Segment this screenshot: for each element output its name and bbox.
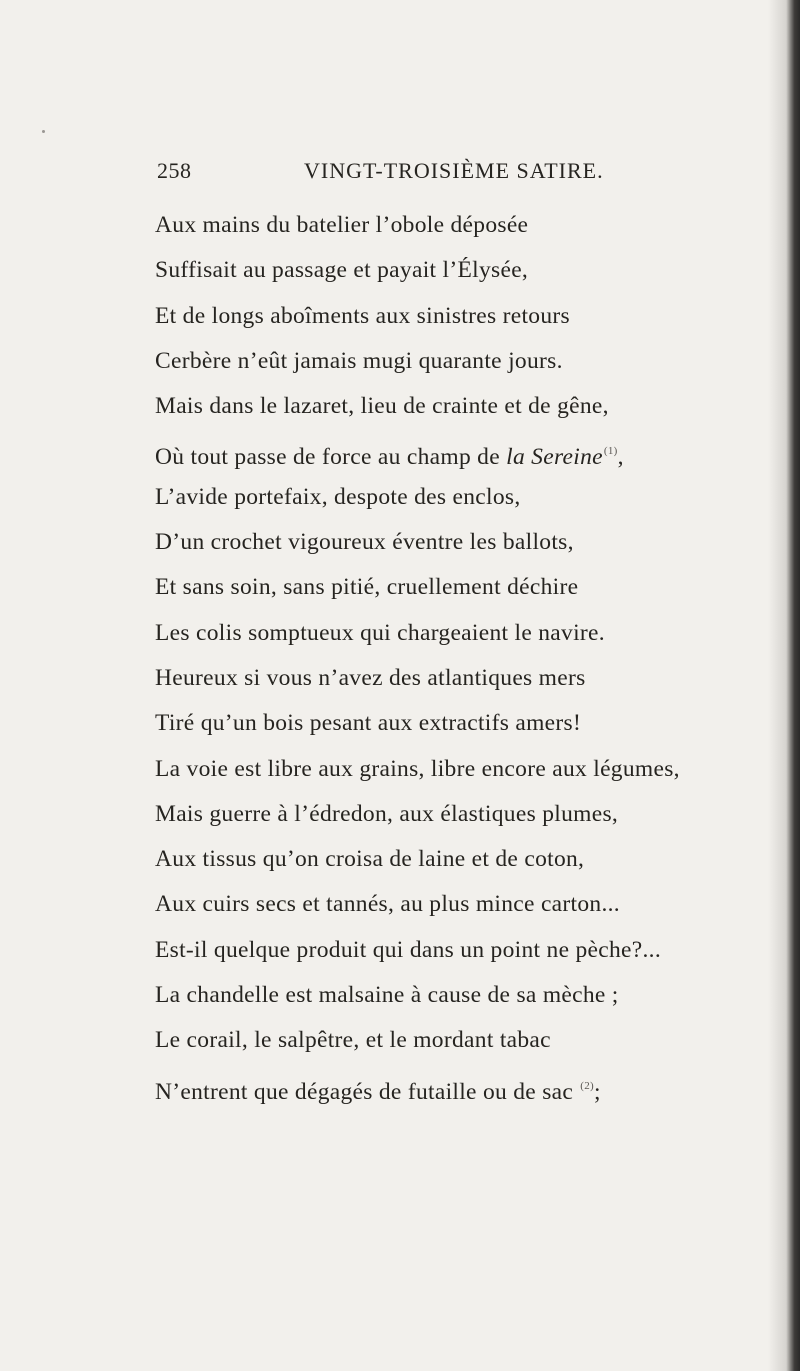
verse-list (155, 203, 755, 1109)
page-number: 258 (157, 158, 192, 183)
verse-line: L’avide portefaix, despote des enclos, (155, 483, 521, 510)
verse-line: Mais dans le lazaret, lieu de crainte et de gêne, (155, 393, 609, 420)
verse-line: Les colis somptueux qui chargeaient le navire. (155, 619, 605, 646)
footnote-marker: (2) (580, 1079, 595, 1092)
verse-line: Et sans soin, sans pitié, cruellement déchire (155, 574, 579, 601)
verse-line: Suffisait au passage et payait l’Élysée, (155, 257, 529, 284)
verse-line: Aux cuirs secs et tannés, au plus mince carton... (155, 891, 620, 918)
footnote-marker: (1) (603, 445, 618, 458)
verse-line: Le corail, le salpêtre, et le mordant tabac (155, 1027, 551, 1054)
scanner-edge (786, 0, 800, 1371)
paper-speck (42, 130, 45, 133)
verse-line: La chandelle est malsaine à cause de sa mèche ; (155, 982, 619, 1009)
italic-place-name: la Sereine (506, 444, 603, 471)
verse-line: Heureux si vous n’avez des atlantiques mers (155, 664, 586, 691)
page-header (157, 158, 617, 192)
verse-line: Cerbère n’eût jamais mugi quarante jours. (155, 347, 563, 374)
verse-line: Où tout passe de force au champ de la Sereine$^{(1)}$, (155, 444, 624, 471)
verse-line: La voie est libre aux grains, libre encore aux légumes, (155, 755, 680, 782)
verse-line: Est-il quelque produit qui dans un point ne pèche?... (155, 936, 662, 963)
verse-line: Aux mains du batelier l’obole déposée (155, 212, 529, 238)
running-title: VINGT-TROISIÈME SATIRE. (304, 158, 604, 183)
verse-line: Mais guerre à l’édredon, aux élastiques plumes, (155, 800, 619, 827)
page-shadow (768, 0, 786, 1371)
verse-line: Tiré qu’un bois pesant aux extractifs amers! (155, 710, 582, 737)
verse-line: Aux tissus qu’on croisa de laine et de coton, (155, 846, 585, 873)
verse-line: D’un crochet vigoureux éventre les ballots, (155, 529, 574, 556)
verse-line: N’entrent que dégagés de futaille ou de sac $^{(2)}$; (155, 1078, 601, 1105)
verse-line: Et de longs aboîments aux sinistres retours (155, 302, 570, 329)
